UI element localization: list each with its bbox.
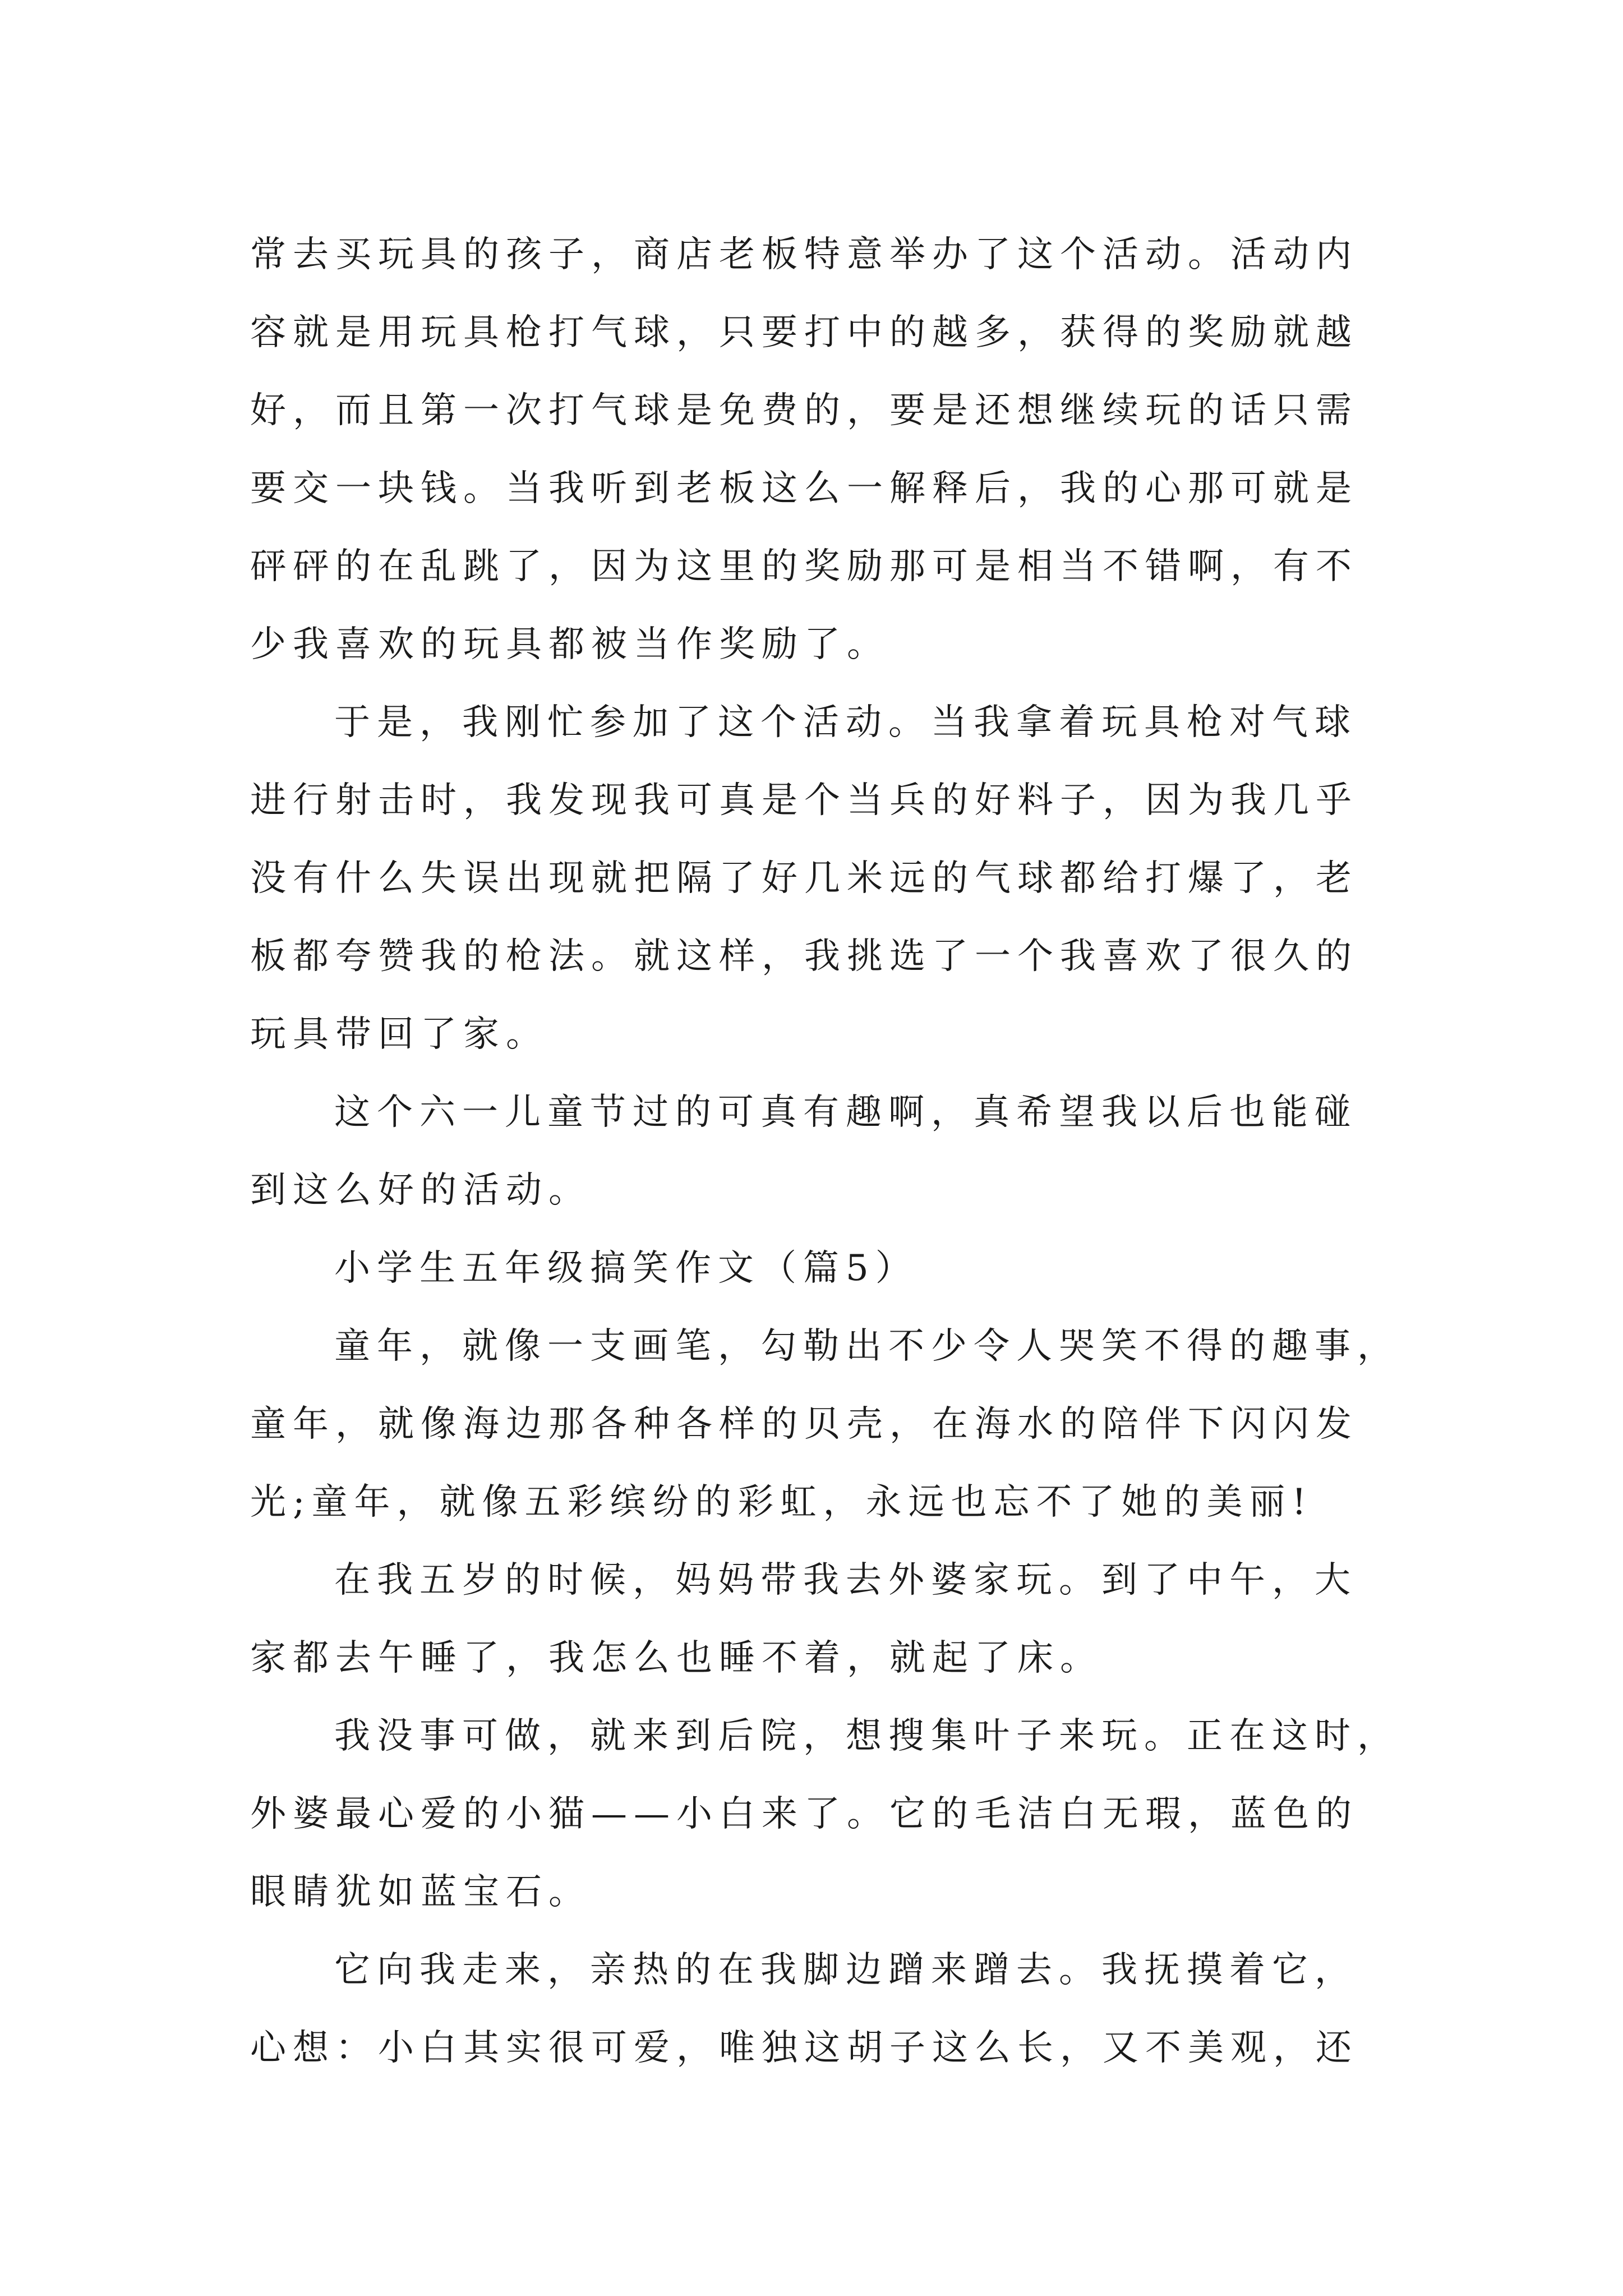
text-line: 于是，我刚忙参加了这个活动。当我拿着玩具枪对气球	[334, 702, 1357, 743]
text-line: 要交一块钱。当我听到老板这么一解释后，我的心那可就是	[250, 468, 1358, 509]
text-line: 眼睛犹如蓝宝石。	[250, 1871, 591, 1913]
text-line: 童年，就像海边那各种各样的贝壳，在海水的陪伴下闪闪发	[250, 1404, 1358, 1445]
text-line: 我没事可做，就来到后院，想搜集叶子来玩。正在这时，	[334, 1715, 1400, 1757]
text-line: 板都夸赞我的枪法。就这样，我挑选了一个我喜欢了很久的	[250, 936, 1358, 977]
text-line: 它向我走来，亲热的在我脚边蹭来蹭去。我抚摸着它，	[334, 1949, 1357, 1991]
body-text	[250, 216, 1400, 2087]
text-line: 光;童年，就像五彩缤纷的彩虹，永远也忘不了她的美丽!	[250, 1481, 1313, 1523]
text-line: 家都去午睡了，我怎么也睡不着，就起了床。	[250, 1637, 1103, 1679]
text-line: 进行射击时，我发现我可真是个当兵的好料子，因为我几乎	[250, 780, 1358, 821]
text-line: 玩具带回了家。	[250, 1014, 548, 1055]
text-line: 心想：小白其实很可爱，唯独这胡子这么长，又不美观，还	[250, 2027, 1358, 2069]
text-line: 小学生五年级搞笑作文（篇5）	[334, 1248, 918, 1289]
text-line: 常去买玩具的孩子，商店老板特意举办了这个活动。活动内	[250, 234, 1358, 275]
text-line: 到这么好的活动。	[250, 1170, 591, 1211]
text-line: 少我喜欢的玩具都被当作奖励了。	[250, 624, 889, 665]
text-line: 在我五岁的时候，妈妈带我去外婆家玩。到了中午，大	[334, 1559, 1357, 1601]
text-line: 没有什么失误出现就把隔了好几米远的气球都给打爆了，老	[250, 858, 1358, 899]
text-line: 好，而且第一次打气球是免费的，要是还想继续玩的话只需	[250, 390, 1358, 431]
text-line: 容就是用玩具枪打气球，只要打中的越多，获得的奖励就越	[250, 312, 1358, 353]
text-line: 童年，就像一支画笔，勾勒出不少令人哭笑不得的趣事，	[334, 1326, 1400, 1367]
text-line: 这个六一儿童节过的可真有趣啊，真希望我以后也能碰	[334, 1092, 1357, 1133]
text-line: 外婆最心爱的小猫——小白来了。它的毛洁白无瑕，蓝色的	[250, 1793, 1358, 1835]
text-line: 砰砰的在乱跳了，因为这里的奖励那可是相当不错啊，有不	[250, 546, 1358, 587]
